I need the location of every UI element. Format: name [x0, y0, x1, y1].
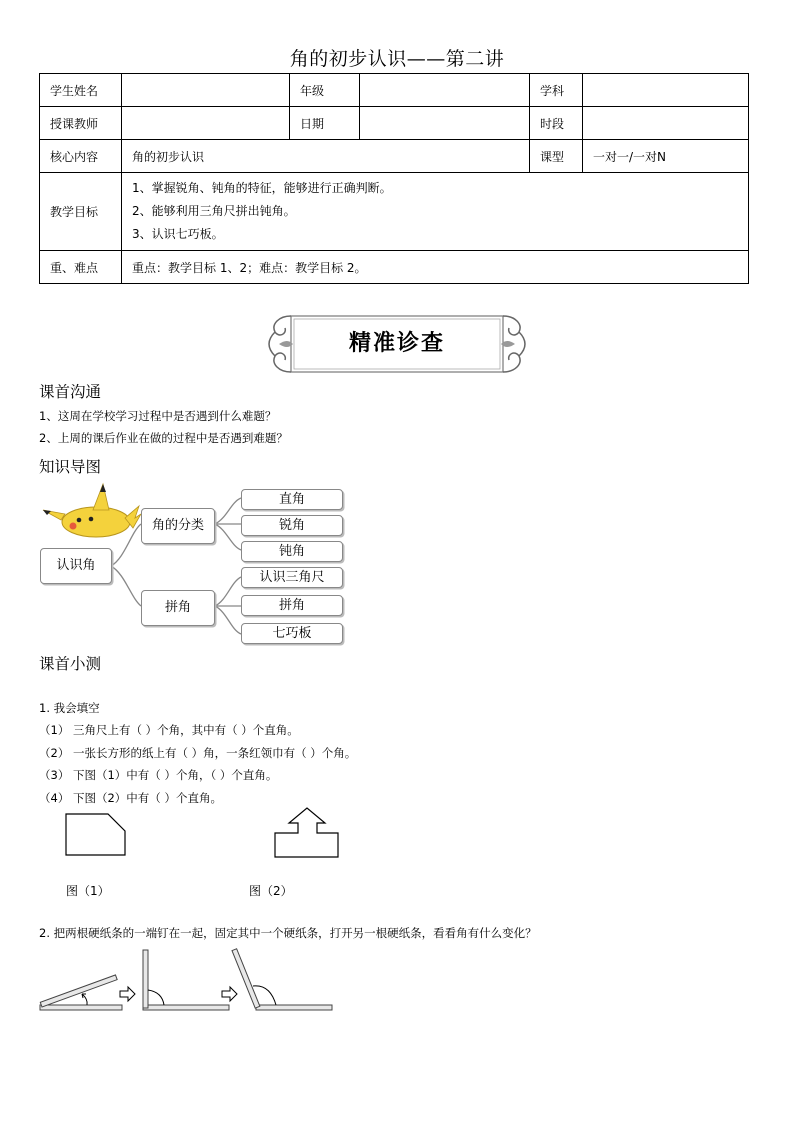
- teacher-label: 授课教师: [40, 107, 122, 140]
- section-title-quiz: 课首小测: [39, 655, 102, 673]
- strip-pair-acute: [40, 975, 122, 1010]
- subject-label: 学科: [530, 74, 583, 107]
- period-label: 时段: [530, 107, 583, 140]
- key-value: 重点：教学目标 1、2；难点：教学目标 2。: [122, 251, 749, 284]
- student-name-label: 学生姓名: [40, 74, 122, 107]
- arrow-right-icon: [222, 987, 237, 1001]
- core-label: 核心内容: [40, 140, 122, 173]
- figure-1-shape: [64, 812, 128, 858]
- communication-line: 1、这周在学校学习过程中是否遇到什么难题？: [39, 409, 277, 423]
- date-label: 日期: [290, 107, 360, 140]
- goal-item: 2、能够利用三角尺拼出钝角。: [132, 204, 296, 218]
- subject-value: [583, 74, 749, 107]
- mind-map-leaf: 锐角: [241, 515, 343, 536]
- arrow-right-icon: [120, 987, 135, 1001]
- table-row: [40, 74, 749, 107]
- figure-2-caption: 图（2）: [249, 884, 293, 898]
- figure-1-caption: 图（1）: [66, 884, 110, 898]
- goals-label: 教学目标: [40, 173, 122, 251]
- question-2: 2. 把两根硬纸条的一端钉在一起，固定其中一个硬纸条，打开另一根硬纸条，看看角有什么变化？: [39, 926, 537, 940]
- strip-pair-right: [143, 950, 229, 1010]
- table-row: [40, 140, 749, 173]
- table-row: [40, 107, 749, 140]
- date-value: [360, 107, 530, 140]
- grade-label: 年级: [290, 74, 360, 107]
- knowledge-mind-map: [39, 478, 359, 650]
- question-line: （1） 三角尺上有（ ）个角，其中有（ ）个直角。: [39, 723, 299, 737]
- banner-title: 精准诊查: [348, 330, 445, 356]
- mind-map-leaf: 拼角: [241, 595, 343, 616]
- student-name-value: [122, 74, 290, 107]
- mind-map-leaf: 认识三角尺: [241, 567, 343, 588]
- question-line: （3） 下图（1）中有（ ）个角，（ ）个直角。: [39, 768, 278, 782]
- lesson-type-value: 一对一/一对N: [583, 140, 749, 173]
- page-title: 角的初步认识——第二讲: [289, 48, 505, 70]
- mind-map-leaf: 钝角: [241, 541, 343, 562]
- mind-map-leaf: 七巧板: [241, 623, 343, 644]
- pikachu-mascot-icon: [41, 480, 141, 542]
- mind-map-leaf: 直角: [241, 489, 343, 510]
- mind-map-branch-classification: 角的分类: [141, 508, 215, 544]
- question-1-title: 1. 我会填空: [39, 701, 100, 715]
- lesson-type-label: 课型: [530, 140, 583, 173]
- table-row: [40, 173, 749, 251]
- paper-strip-angle-illustration: [38, 946, 338, 1018]
- question-line: （4） 下图（2）中有（ ）个直角。: [39, 791, 222, 805]
- info-table: [39, 73, 749, 284]
- goal-item: 3、认识七巧板。: [132, 227, 224, 241]
- communication-line: 2、上周的课后作业在做的过程中是否遇到难题？: [39, 431, 288, 445]
- table-row: [40, 251, 749, 284]
- mind-map-root: 认识角: [40, 548, 112, 584]
- goals-cell: [122, 173, 749, 251]
- question-line: （2） 一张长方形的纸上有（ ）角，一条红领巾有（ ）个角。: [39, 746, 357, 760]
- figure-2-shape: [272, 806, 342, 860]
- grade-value: [360, 74, 530, 107]
- teacher-value: [122, 107, 290, 140]
- section-banner: [265, 310, 529, 378]
- key-label: 重、难点: [40, 251, 122, 284]
- period-value: [583, 107, 749, 140]
- section-title-knowledge-map: 知识导图: [39, 458, 102, 476]
- strip-pair-obtuse: [232, 949, 332, 1010]
- core-value: 角的初步认识: [122, 140, 530, 173]
- section-title-communication: 课首沟通: [39, 383, 102, 401]
- goal-item: 1、掌握锐角、钝角的特征，能够进行正确判断。: [132, 181, 392, 195]
- mind-map-branch-combine: 拼角: [141, 590, 215, 626]
